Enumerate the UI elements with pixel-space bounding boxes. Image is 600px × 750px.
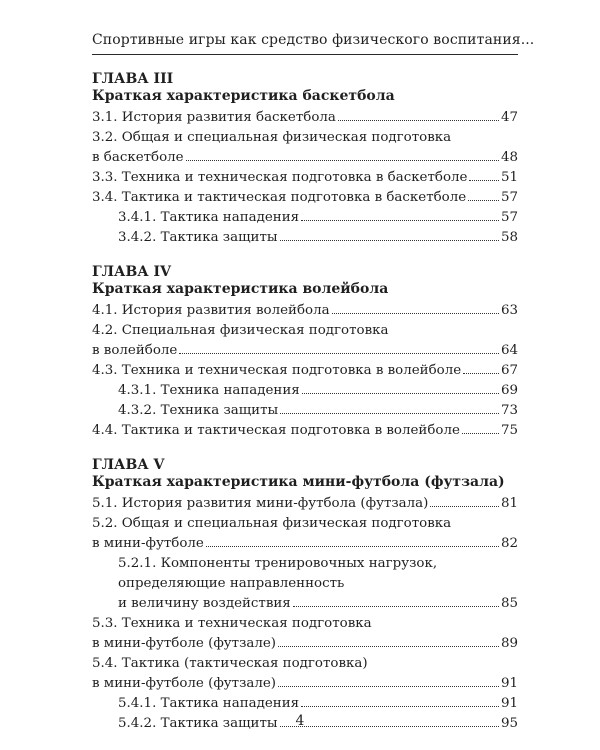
dot-leader: [206, 546, 499, 547]
entry-text: в мини-футболе (футзале): [92, 636, 277, 651]
entry-text: в волейболе: [92, 343, 178, 358]
entry-text: 4.3.1. Техника нападения: [118, 383, 300, 398]
page-ref: 63: [500, 303, 518, 318]
page-ref: 51: [500, 170, 518, 185]
chapter-5: [92, 457, 518, 734]
toc-entry-4-3-1[interactable]: [92, 381, 518, 401]
entry-text: 4.1. История развития волейбола: [92, 303, 330, 318]
toc-entry-4-2[interactable]: [92, 321, 518, 361]
dot-leader: [301, 706, 499, 707]
toc-entry-5-2-1[interactable]: [92, 554, 518, 614]
page-ref: 57: [500, 210, 518, 225]
chapter-4: [92, 264, 518, 441]
entry-text: 5.4. Тактика (тактическая подготовка): [92, 656, 368, 671]
entry-text: 4.2. Специальная физическая подготовка: [92, 323, 389, 338]
entry-text: в баскетболе: [92, 150, 184, 165]
toc-entry-3-4-2[interactable]: [92, 228, 518, 248]
page-ref: 85: [500, 596, 518, 611]
entry-text: 5.2.1. Компоненты тренировочных нагрузок,: [118, 556, 438, 571]
dot-leader: [463, 373, 499, 374]
toc-entry-4-3[interactable]: [92, 361, 518, 381]
toc-entry-4-1[interactable]: [92, 301, 518, 321]
entry-text: 5.2. Общая и специальная физическая подготовка: [92, 516, 452, 531]
chapter-label: ГЛАВА V: [92, 457, 165, 473]
toc-entry-5-4[interactable]: [92, 654, 518, 694]
page-ref: 69: [500, 383, 518, 398]
toc-entry-4-4[interactable]: [92, 421, 518, 441]
chapter-label: ГЛАВА III: [92, 71, 174, 87]
dot-leader: [280, 413, 499, 414]
dot-leader: [278, 646, 499, 647]
dot-leader: [293, 606, 499, 607]
dot-leader: [462, 433, 499, 434]
entry-text: определяющие направленность: [118, 576, 345, 591]
dot-leader: [278, 686, 499, 687]
toc-entry-5-3[interactable]: [92, 614, 518, 654]
page-ref: 91: [500, 696, 518, 711]
toc-entry-3-4-1[interactable]: [92, 208, 518, 228]
entry-text: 3.4. Тактика и тактическая подготовка в баскетболе: [92, 190, 467, 205]
page-ref: 47: [500, 110, 518, 125]
entry-text: 5.4.1. Тактика нападения: [118, 696, 300, 711]
toc-entry-3-2[interactable]: [92, 128, 518, 168]
page-ref: 81: [500, 496, 518, 511]
page-ref: 73: [500, 403, 518, 418]
entry-text: 3.4.1. Тактика нападения: [118, 210, 300, 225]
page-ref: 58: [500, 230, 518, 245]
dot-leader: [280, 240, 499, 241]
entry-text: 3.1. История развития баскетбола: [92, 110, 336, 125]
dot-leader: [468, 200, 499, 201]
entry-text: 4.3.2. Техника защиты: [118, 403, 279, 418]
dot-leader: [332, 313, 499, 314]
page-ref: 95: [500, 716, 518, 731]
dot-leader: [302, 393, 499, 394]
page-ref: 89: [500, 636, 518, 651]
page-ref: 64: [500, 343, 518, 358]
page-ref: 48: [500, 150, 518, 165]
chapter-3: [92, 71, 518, 248]
page-ref: 75: [500, 423, 518, 438]
entry-text: в мини-футболе (футзале): [92, 676, 277, 691]
toc-entry-5-1[interactable]: [92, 494, 518, 514]
entry-text: 4.4. Тактика и тактическая подготовка в волейболе: [92, 423, 460, 438]
dot-leader: [179, 353, 499, 354]
entry-text: 3.3. Техника и техническая подготовка в баскетболе: [92, 170, 468, 185]
chapter-title: Краткая характеристика баскетбола: [92, 88, 395, 104]
chapter-label: ГЛАВА IV: [92, 264, 171, 280]
toc-entry-3-4[interactable]: [92, 188, 518, 208]
toc-page: [92, 32, 535, 734]
page-ref: 91: [500, 676, 518, 691]
entry-text: 5.1. История развития мини-футбола (футзала): [92, 496, 429, 511]
entry-text: 4.3. Техника и техническая подготовка в волейболе: [92, 363, 462, 378]
dot-leader: [186, 160, 499, 161]
page-ref: 82: [500, 536, 518, 551]
dot-leader: [338, 120, 499, 121]
page-number: 4: [295, 713, 305, 729]
entry-text: 5.4.2. Тактика защиты: [118, 716, 278, 731]
chapter-title: Краткая характеристика мини-футбола (футзала): [92, 474, 505, 490]
entry-text: и величину воздействия: [118, 596, 291, 611]
dot-leader: [469, 180, 499, 181]
page-ref: 67: [500, 363, 518, 378]
chapter-title: Краткая характеристика волейбола: [92, 281, 389, 297]
toc-entry-4-3-2[interactable]: [92, 401, 518, 421]
page-ref: 57: [500, 190, 518, 205]
entry-text: 5.3. Техника и техническая подготовка: [92, 616, 372, 631]
entry-text: 3.4.2. Тактика защиты: [118, 230, 278, 245]
entry-text: в мини-футболе: [92, 536, 204, 551]
toc-entry-5-4-1[interactable]: [92, 694, 518, 714]
toc-entry-3-1[interactable]: [92, 108, 518, 128]
toc-entry-5-2[interactable]: [92, 514, 518, 554]
toc-entry-3-3[interactable]: [92, 168, 518, 188]
dot-leader: [301, 220, 499, 221]
running-header: Спортивные игры как средство физического воспитания...: [92, 32, 518, 55]
dot-leader: [430, 506, 499, 507]
entry-text: 3.2. Общая и специальная физическая подготовка: [92, 130, 452, 145]
